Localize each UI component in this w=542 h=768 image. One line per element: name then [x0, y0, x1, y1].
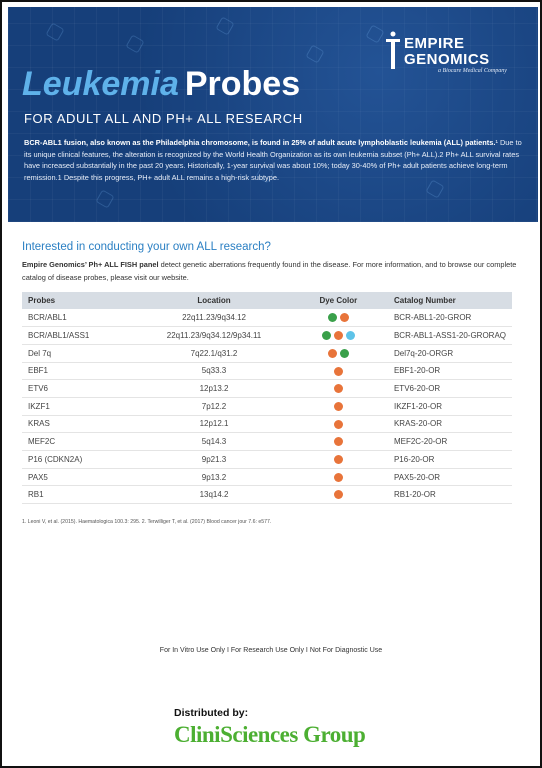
probe-name: EBF1 [22, 362, 139, 380]
probe-location: 9p21.3 [139, 451, 288, 469]
probes-table [22, 292, 512, 504]
desc-bold: Empire Genomics’ Ph+ ALL FISH panel [22, 260, 159, 269]
page-subtitle: FOR ADULT ALL AND PH+ ALL RESEARCH [24, 111, 303, 126]
intro-bold: BCR-ABL1 fusion, also known as the Philadelphia chromosome, is found in 25% of adult acute lymphoblastic leukemia (ALL) patients. [24, 138, 496, 147]
dye-color-cell [289, 451, 388, 469]
dye-color-cell [289, 468, 388, 486]
logo-tagline: a Biocare Medical Company [438, 68, 507, 74]
logo-line-1: EMPIRE [404, 35, 465, 52]
dye-color-cell [289, 433, 388, 451]
table-row [22, 468, 512, 486]
title-italic: Leukemia [22, 65, 179, 103]
probe-name: Del 7q [22, 344, 139, 362]
catalog-number: P16-20-OR [388, 451, 512, 469]
catalog-number: BCR-ABL1-ASS1-20-GRORAQ [388, 327, 512, 345]
catalog-number: EBF1-20-OR [388, 362, 512, 380]
probe-name: BCR/ABL1/ASS1 [22, 327, 139, 345]
probe-location: 5q14.3 [139, 433, 288, 451]
orange-dye-dot-icon [334, 455, 343, 464]
catalog-number: IKZF1-20-OR [388, 397, 512, 415]
title-bold: Probes [184, 65, 301, 103]
orange-dye-dot-icon [334, 402, 343, 411]
dye-color-cell [289, 415, 388, 433]
desc-rest: detect genetic aberrations frequently found in the disease. For more information, and to browse our complete catalog of disease probes, please visit our website. [22, 260, 517, 282]
probe-location: 5q33.3 [139, 362, 288, 380]
probe-name: PAX5 [22, 468, 139, 486]
orange-dye-dot-icon [334, 490, 343, 499]
probe-name: KRAS [22, 415, 139, 433]
probe-name: RB1 [22, 486, 139, 504]
orange-dye-dot-icon [334, 437, 343, 446]
dye-color-cell [289, 309, 388, 327]
probe-location: 13q14.2 [139, 486, 288, 504]
probe-location: 12p12.1 [139, 415, 288, 433]
disclaimer: For In Vitro Use Only I For Research Use Only I Not For Diagnostic Use [159, 647, 383, 654]
header-location: Location [139, 292, 288, 309]
section-description [22, 258, 520, 284]
probe-location: 9p13.2 [139, 468, 288, 486]
catalog-number: BCR-ABL1-20-GROR [388, 309, 512, 327]
logo-mark-icon [386, 31, 400, 71]
header-catalog-number: Catalog Number [388, 292, 512, 309]
probe-name: IKZF1 [22, 397, 139, 415]
table-row [22, 327, 512, 345]
table-row [22, 362, 512, 380]
table-row [22, 415, 512, 433]
dye-color-cell [289, 380, 388, 398]
distributed-by-label: Distributed by: [174, 707, 249, 719]
green-dye-dot-icon [328, 313, 337, 322]
header-probes: Probes [22, 292, 139, 309]
table-row [22, 486, 512, 504]
table-row [22, 433, 512, 451]
table-row [22, 309, 512, 327]
dye-color-cell [289, 344, 388, 362]
probe-location: 22q11.23/9q34.12/9p34.11 [139, 327, 288, 345]
dye-color-cell [289, 327, 388, 345]
empire-genomics-logo [386, 29, 516, 79]
catalog-number: Del7q-20-ORGR [388, 344, 512, 362]
orange-dye-dot-icon [334, 473, 343, 482]
probe-name: BCR/ABL1 [22, 309, 139, 327]
table-row [22, 397, 512, 415]
table-row [22, 380, 512, 398]
catalog-number: MEF2C-20-OR [388, 433, 512, 451]
catalog-number: KRAS-20-OR [388, 415, 512, 433]
orange-dye-dot-icon [340, 313, 349, 322]
table-row [22, 344, 512, 362]
orange-dye-dot-icon [334, 331, 343, 340]
green-dye-dot-icon [340, 349, 349, 358]
intro-paragraph [24, 137, 524, 183]
dye-color-cell [289, 486, 388, 504]
probe-location: 22q11.23/9q34.12 [139, 309, 288, 327]
dye-color-cell [289, 397, 388, 415]
clinisciences-logo: CliniSciences Group [174, 722, 366, 747]
probe-location: 12p13.2 [139, 380, 288, 398]
section-question: Interested in conducting your own ALL research? [22, 241, 271, 253]
table-row [22, 451, 512, 469]
probe-location: 7p12.2 [139, 397, 288, 415]
intro-rest: ¹ Due to its unique clinical features, the alteration is recognized by the World Health Organization as its own leukemia subset (Ph+ ALL).2 Ph+ ALL survival rates have increased substantially in the past 20 years. Historically, 1-year survival was about 10%; today 30-40% of Ph+ adult patients achieve long-term remission.1 Despite this progress, PH+ adult ALL remains a high-risk subtype. [24, 138, 522, 182]
logo-line-2: GENOMICS [404, 51, 490, 68]
catalog-number: PAX5-20-OR [388, 468, 512, 486]
orange-dye-dot-icon [334, 384, 343, 393]
header-banner [8, 7, 538, 222]
catalog-number: ETV6-20-OR [388, 380, 512, 398]
aqua-dye-dot-icon [346, 331, 355, 340]
header-dye-color: Dye Color [289, 292, 388, 309]
orange-dye-dot-icon [328, 349, 337, 358]
page-title [22, 65, 300, 104]
table-header-row [22, 292, 512, 309]
orange-dye-dot-icon [334, 420, 343, 429]
dye-color-cell [289, 362, 388, 380]
probe-name: ETV6 [22, 380, 139, 398]
table-body [22, 309, 512, 504]
references: 1. Leoni V, et al. (2015). Haematologica 100.3: 295. 2. Terwilliger T, et al. (2017) Blood cancer jour 7.6: e577. [22, 519, 272, 525]
catalog-number: RB1-20-OR [388, 486, 512, 504]
probe-name: MEF2C [22, 433, 139, 451]
orange-dye-dot-icon [334, 367, 343, 376]
probe-name: P16 (CDKN2A) [22, 451, 139, 469]
probe-location: 7q22.1/q31.2 [139, 344, 288, 362]
green-dye-dot-icon [322, 331, 331, 340]
